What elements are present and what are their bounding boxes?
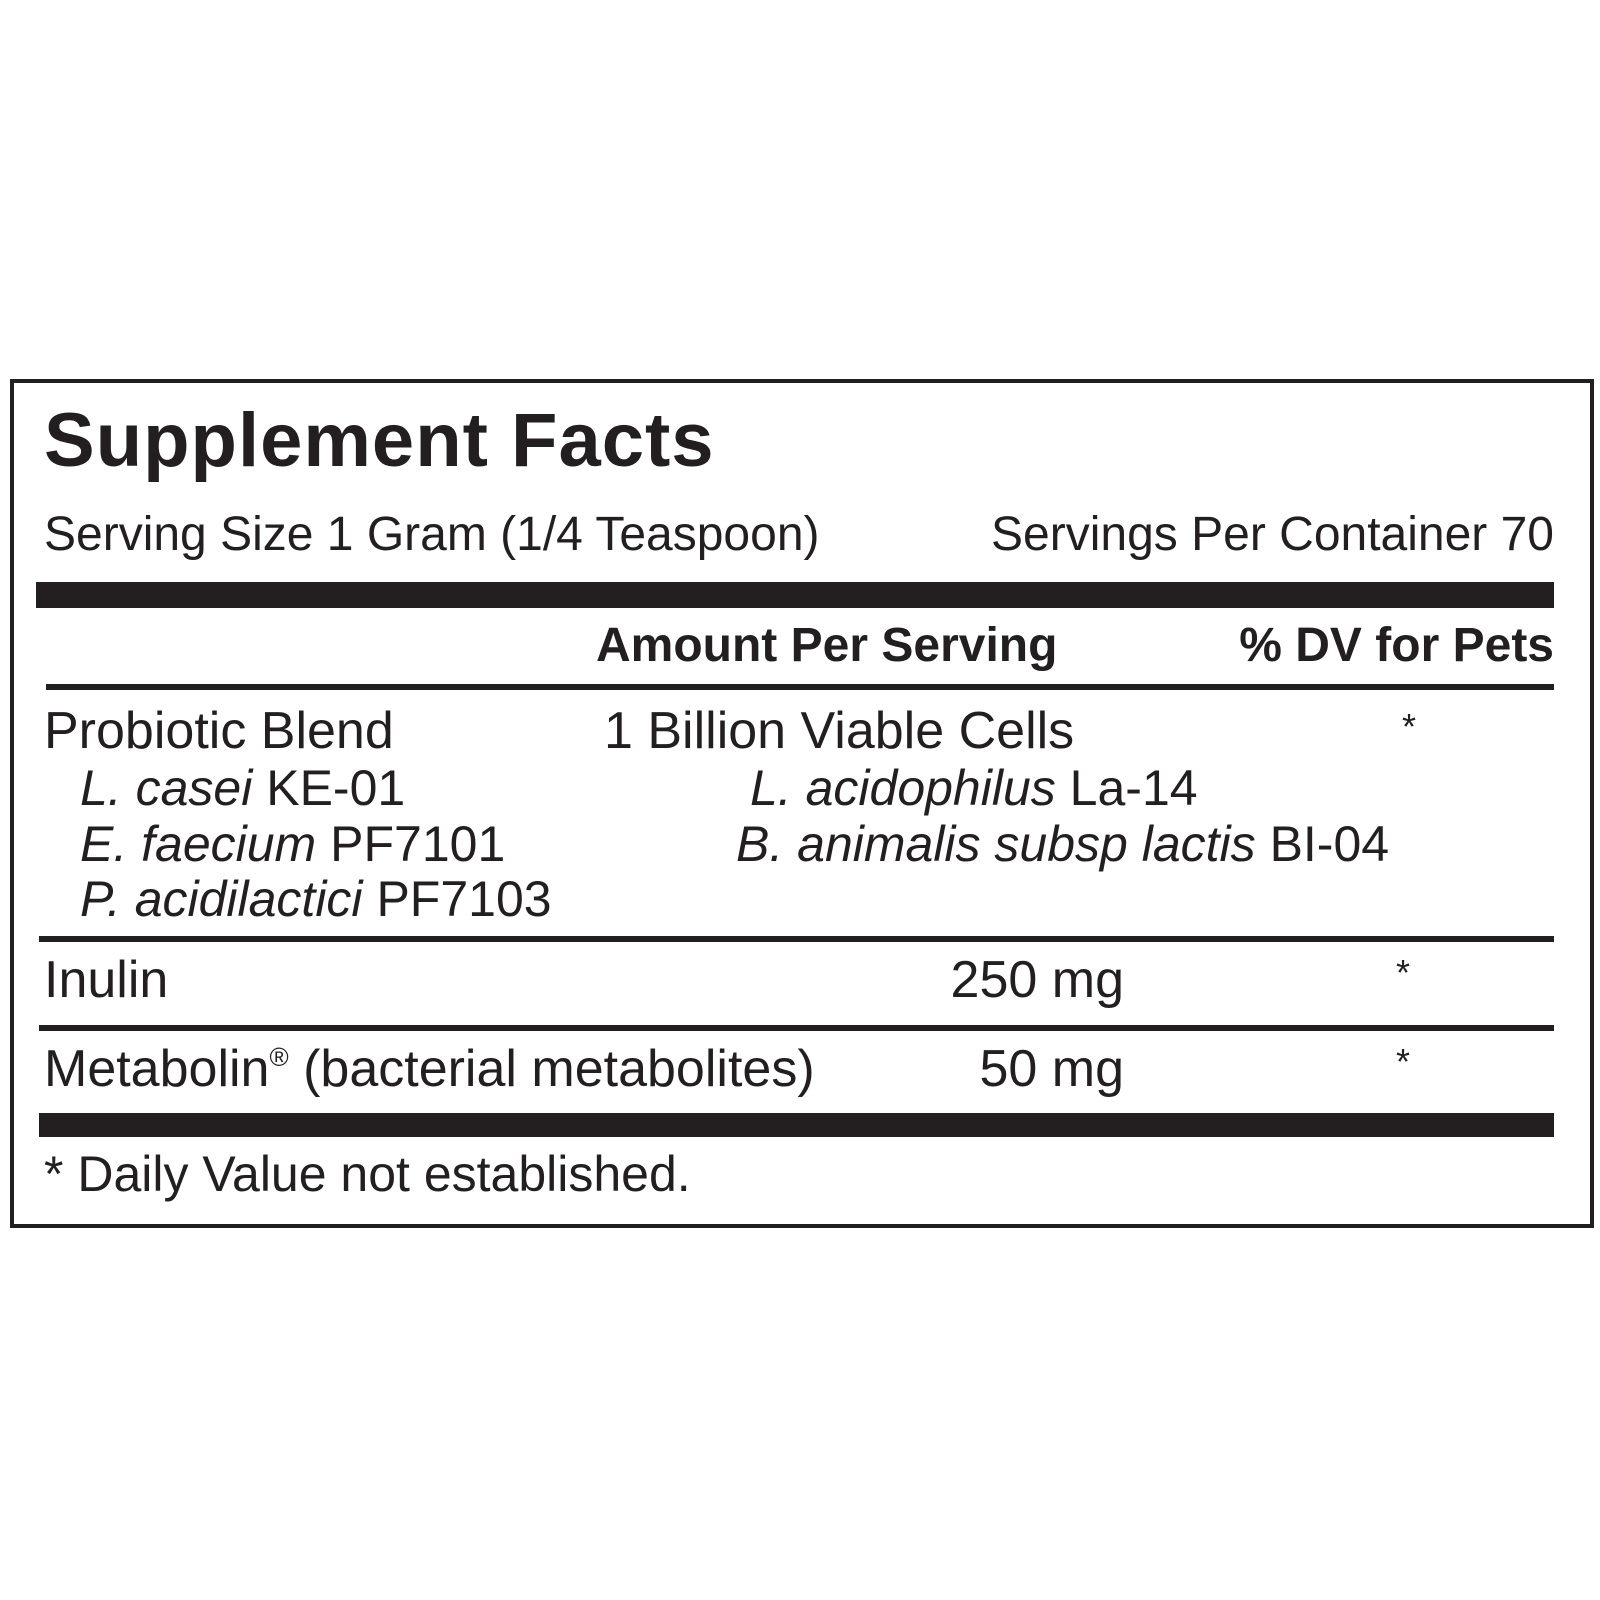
strain-code: BI-04: [1269, 816, 1390, 872]
metabolin-label: Metabolin: [44, 1040, 270, 1098]
strain-species: P. acidilactici: [80, 871, 363, 927]
servings-per-container: Servings Per Container 70: [991, 508, 1554, 561]
strain-species: L. acidophilus: [750, 760, 1056, 816]
strain-species: B. animalis subsp lactis: [736, 816, 1256, 872]
strain-species: L. casei: [80, 760, 253, 816]
strain-code: La-14: [1069, 760, 1198, 816]
strain-species: E. faecium: [80, 816, 317, 872]
strain-item: [80, 871, 552, 927]
strain-code: KE-01: [266, 760, 406, 816]
probiotic-blend-name: Probiotic Blend: [44, 702, 394, 760]
supplement-facts-panel: [10, 379, 1594, 1228]
strain-item: [80, 760, 406, 816]
thick-divider: [36, 582, 1554, 608]
probiotic-blend-amount: 1 Billion Viable Cells: [604, 702, 1075, 760]
strain-item: [750, 760, 1198, 816]
inulin-amount: 250 mg: [950, 951, 1124, 1009]
probiotic-blend-dv: *: [1402, 706, 1417, 747]
metabolin-description: (bacterial metabolites): [303, 1040, 815, 1098]
dv-header: % DV for Pets: [1239, 619, 1554, 672]
strain-code: PF7103: [376, 871, 552, 927]
registered-mark: ®: [269, 1042, 289, 1072]
metabolin-name: [44, 1040, 815, 1098]
inulin-name: Inulin: [44, 951, 169, 1009]
footnote: * Daily Value not established.: [44, 1146, 691, 1202]
inulin-dv: *: [1396, 952, 1411, 993]
metabolin-amount: 50 mg: [979, 1040, 1124, 1098]
strain-item: [80, 816, 506, 872]
thick-divider: [39, 1113, 1554, 1137]
serving-size: Serving Size 1 Gram (1/4 Teaspoon): [44, 508, 820, 561]
amount-per-serving-header: Amount Per Serving: [596, 619, 1058, 672]
strain-item: [736, 816, 1390, 872]
metabolin-dv: *: [1396, 1041, 1411, 1082]
row-divider: [39, 1025, 1554, 1031]
row-divider: [39, 936, 1554, 942]
header-divider: [46, 684, 1554, 690]
panel-title: Supplement Facts: [44, 398, 715, 483]
strain-code: PF7101: [330, 816, 506, 872]
